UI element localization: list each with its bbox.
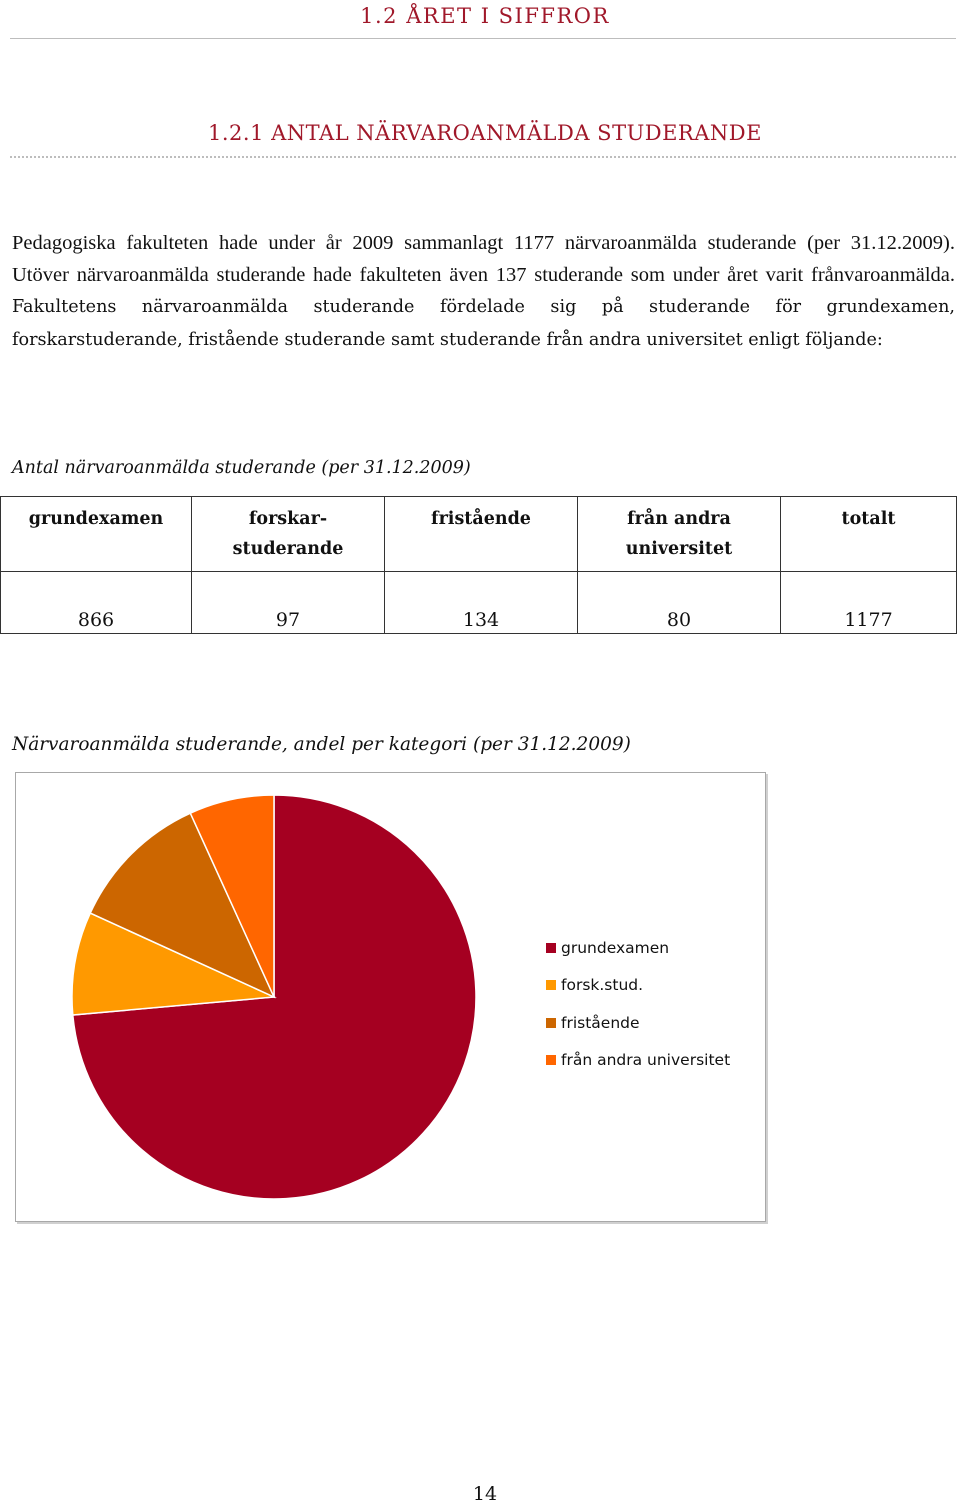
table-caption: Antal närvaroanmälda studerande (per 31.12.2009) [12, 458, 471, 478]
legend-swatch [546, 943, 556, 953]
paragraph-intro: Pedagogiska fakulteten hade under år 2009 sammanlagt 1177 närvaroanmälda studerande (per 31.12.2009). Utöver närvaroanmälda studerande hade fakulteten även 137 studerande som under året varit frånvaroanmälda. [12, 232, 955, 286]
subsection-divider [10, 156, 956, 158]
cell-fristaende: 134 [385, 572, 578, 634]
legend-label: forsk.stud. [561, 976, 644, 995]
legend-label: fristående [561, 1013, 640, 1032]
section-title: 1.2 ÅRET I SIFFROR [360, 4, 610, 28]
header-grundexamen: grundexamen [1, 497, 192, 572]
legend-item [546, 967, 730, 1005]
table-header-row [1, 497, 957, 572]
cell-forskarstuderande: 97 [192, 572, 385, 634]
table-row [1, 572, 957, 634]
header-fran-andra-universitet: från andra universitet [578, 497, 781, 572]
legend-item [546, 1004, 730, 1042]
legend-label: från andra universitet [561, 1051, 731, 1070]
section-divider [10, 38, 956, 39]
header-totalt: totalt [781, 497, 957, 572]
legend-swatch [546, 1018, 556, 1028]
legend-item [546, 929, 730, 967]
subsection-title: 1.2.1 ANTAL NÄRVAROANMÄLDA STUDERANDE [208, 121, 762, 145]
student-count-table [0, 496, 957, 634]
legend-swatch [546, 1055, 556, 1065]
header-forskarstuderande: forskar- studerande [192, 497, 385, 572]
header-fristaende: fristående [385, 497, 578, 572]
legend-label: grundexamen [561, 938, 670, 957]
paragraph-rest: Fakultetens närvaroanmälda studerande fördelade sig på studerande för grundexamen, forskarstuderande, fristående studerande samt studerande från andra universitet enligt följande: [12, 297, 955, 350]
page-number: 14 [472, 1483, 498, 1505]
chart-legend [546, 929, 730, 1079]
chart-caption: Närvaroanmälda studerande, andel per kategori (per 31.12.2009) [12, 734, 631, 755]
pie-chart [15, 772, 766, 1222]
legend-swatch [546, 980, 556, 990]
cell-fran-andra-universitet: 80 [578, 572, 781, 634]
cell-grundexamen: 866 [1, 572, 192, 634]
body-paragraph [12, 228, 955, 356]
legend-item [546, 1042, 730, 1080]
cell-totalt: 1177 [781, 572, 957, 634]
